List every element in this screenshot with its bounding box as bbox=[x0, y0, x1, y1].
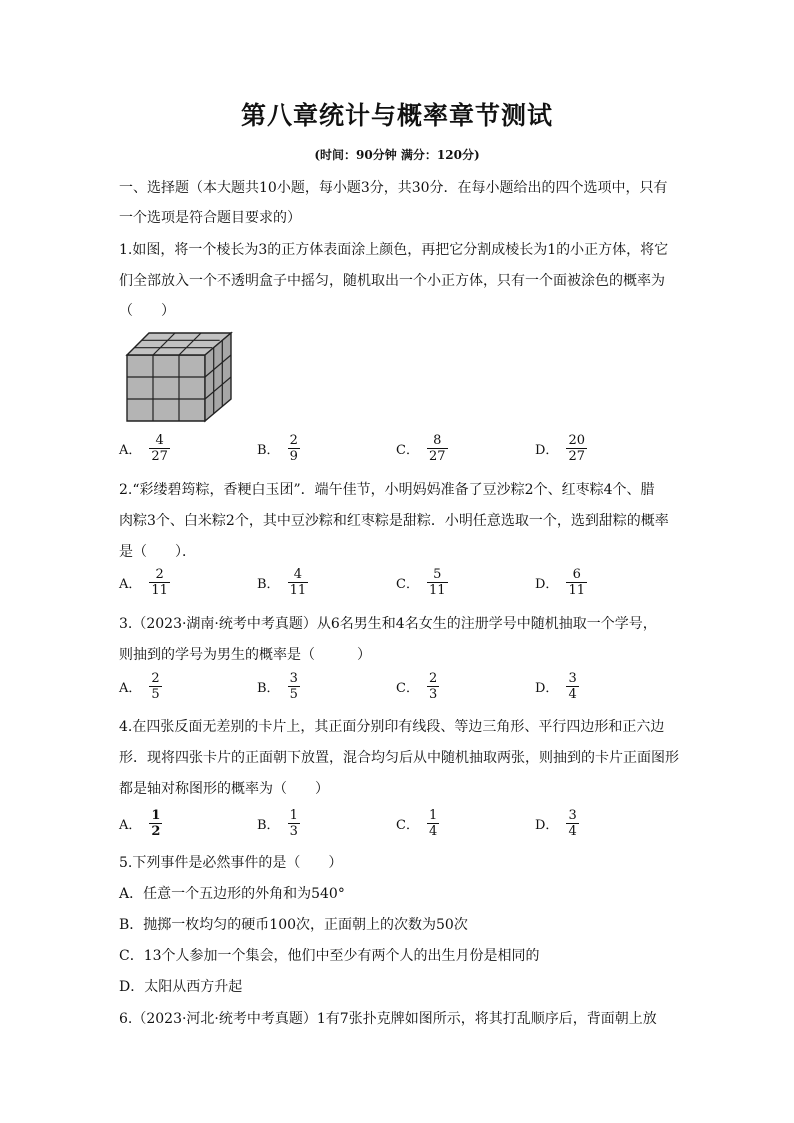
q2-option-c[interactable]: C． $\frac{5}{11}$ bbox=[396, 567, 446, 598]
q5-option-d[interactable]: D．太阳从西方升起 bbox=[119, 979, 243, 995]
section-heading-line2: 一个选项是符合题目要求的） bbox=[119, 210, 301, 226]
q3-option-c[interactable]: C． $\frac{2}{3}$ bbox=[396, 671, 438, 702]
q1-option-b[interactable]: B． $\frac{2}{9}$ bbox=[257, 433, 298, 464]
q2-options bbox=[119, 567, 679, 603]
section-heading-line1: 一、选择题（本大题共10小题，每小题3分，共30分．在每小题给出的四个选项中，只有 bbox=[119, 180, 668, 196]
q1-stem-line2: 们全部放入一个不透明盒子中摇匀，随机取出一个小正方体，只有一个面被涂色的概率为 bbox=[119, 273, 665, 289]
q1-stem-line3: （ ） bbox=[119, 303, 175, 319]
fraction: $\frac{2}{11}$ bbox=[151, 567, 168, 598]
q5-option-c[interactable]: C．13个人参加一个集会，他们中至少有两个人的出生月份是相同的 bbox=[119, 948, 540, 964]
q6-stem-line1: 6.（2023·河北·统考中考真题）1有7张扑克牌如图所示，将其打乱顺序后，背面朝上放 bbox=[119, 1011, 657, 1027]
q2-stem-line3: 是（ ）． bbox=[119, 544, 196, 560]
cube-figure bbox=[125, 331, 235, 423]
fraction: $\frac{20}{27}$ bbox=[568, 433, 585, 464]
q4-stem-line1: 4.在四张反面无差别的卡片上，其正面分别印有线段、等边三角形、平行四边形和正六边 bbox=[119, 719, 665, 735]
q4-stem-line2: 形．现将四张卡片的正面朝下放置，混合均匀后从中随机抽取两张，则抽到的卡片正面图形 bbox=[119, 750, 679, 766]
q5-option-a[interactable]: A．任意一个五边形的外角和为540° bbox=[119, 886, 345, 902]
fraction: $\frac{5}{11}$ bbox=[428, 567, 446, 598]
q2-stem-line1: 2.“彩缕碧筠粽，香粳白玉团”．端午佳节，小明妈妈准备了豆沙粽2个、红枣粽4个、腊 bbox=[119, 482, 655, 498]
fraction: $\frac{4}{27}$ bbox=[151, 433, 168, 464]
page-title: 第八章统计与概率章节测试 bbox=[240, 101, 553, 130]
q5-option-b[interactable]: B．抛掷一枚均匀的硬币100次，正面朝上的次数为50次 bbox=[119, 917, 468, 933]
q5-stem: 5.下列事件是必然事件的是（ ） bbox=[119, 855, 343, 871]
q2-stem-line2: 肉粽3个、白米粽2个，其中豆沙粽和红枣粽是甜粽．小明任意选取一个，选到甜粽的概率 bbox=[119, 513, 669, 529]
fraction: $\frac{2}{9}$ bbox=[289, 433, 298, 464]
fraction: $\frac{8}{27}$ bbox=[428, 433, 446, 464]
fraction: $\frac{3}{4}$ bbox=[568, 808, 577, 839]
fraction: $\frac{4}{11}$ bbox=[289, 567, 307, 598]
q4-option-c[interactable]: C． $\frac{1}{4}$ bbox=[396, 808, 438, 839]
fraction: $\frac{2}{3}$ bbox=[428, 671, 438, 702]
fraction: $\frac{1}{4}$ bbox=[428, 808, 438, 839]
q4-stem-line3: 都是轴对称图形的概率为（ ） bbox=[119, 781, 329, 797]
q4-option-b[interactable]: B． $\frac{1}{3}$ bbox=[257, 808, 298, 839]
fraction: $\frac{6}{11}$ bbox=[568, 567, 585, 598]
q3-stem-line2: 则抽到的学号为男生的概率是（ ） bbox=[119, 647, 371, 663]
q4-option-d[interactable]: D． $\frac{3}{4}$ bbox=[535, 808, 577, 839]
q1-option-d[interactable]: D． $\frac{20}{27}$ bbox=[535, 433, 585, 464]
q2-option-d[interactable]: D． $\frac{6}{11}$ bbox=[535, 567, 585, 598]
fraction: $\frac{3}{5}$ bbox=[289, 671, 298, 702]
q2-option-a[interactable]: A． $\frac{2}{11}$ bbox=[119, 567, 168, 598]
q1-option-c[interactable]: C． $\frac{8}{27}$ bbox=[396, 433, 446, 464]
q1-option-a[interactable]: A． $\frac{4}{27}$ bbox=[119, 433, 168, 464]
fraction: $\frac{1}{2}$ bbox=[151, 808, 161, 839]
exam-info: (时间：90分钟 满分：120分) bbox=[314, 148, 480, 162]
fraction: $\frac{1}{3}$ bbox=[289, 808, 298, 839]
q2-option-b[interactable]: B． $\frac{4}{11}$ bbox=[257, 567, 307, 598]
q1-stem-line1: 1.如图，将一个棱长为3的正方体表面涂上颜色，再把它分割成棱长为1的小正方体，将它 bbox=[119, 242, 669, 258]
fraction: $\frac{3}{4}$ bbox=[568, 671, 577, 702]
q4-options bbox=[119, 808, 679, 844]
fraction: $\frac{2}{5}$ bbox=[151, 671, 160, 702]
q3-options bbox=[119, 671, 679, 707]
q3-stem-line1: 3.（2023·湖南·统考中考真题）从6名男生和4名女生的注册学号中随机抽取一个学号， bbox=[119, 616, 657, 632]
q3-option-b[interactable]: B． $\frac{3}{5}$ bbox=[257, 671, 298, 702]
q3-option-a[interactable]: A． $\frac{2}{5}$ bbox=[119, 671, 160, 702]
q1-options bbox=[119, 433, 679, 469]
q4-option-a[interactable]: A． $\frac{1}{2}$ bbox=[119, 808, 161, 839]
q3-option-d[interactable]: D． $\frac{3}{4}$ bbox=[535, 671, 577, 702]
